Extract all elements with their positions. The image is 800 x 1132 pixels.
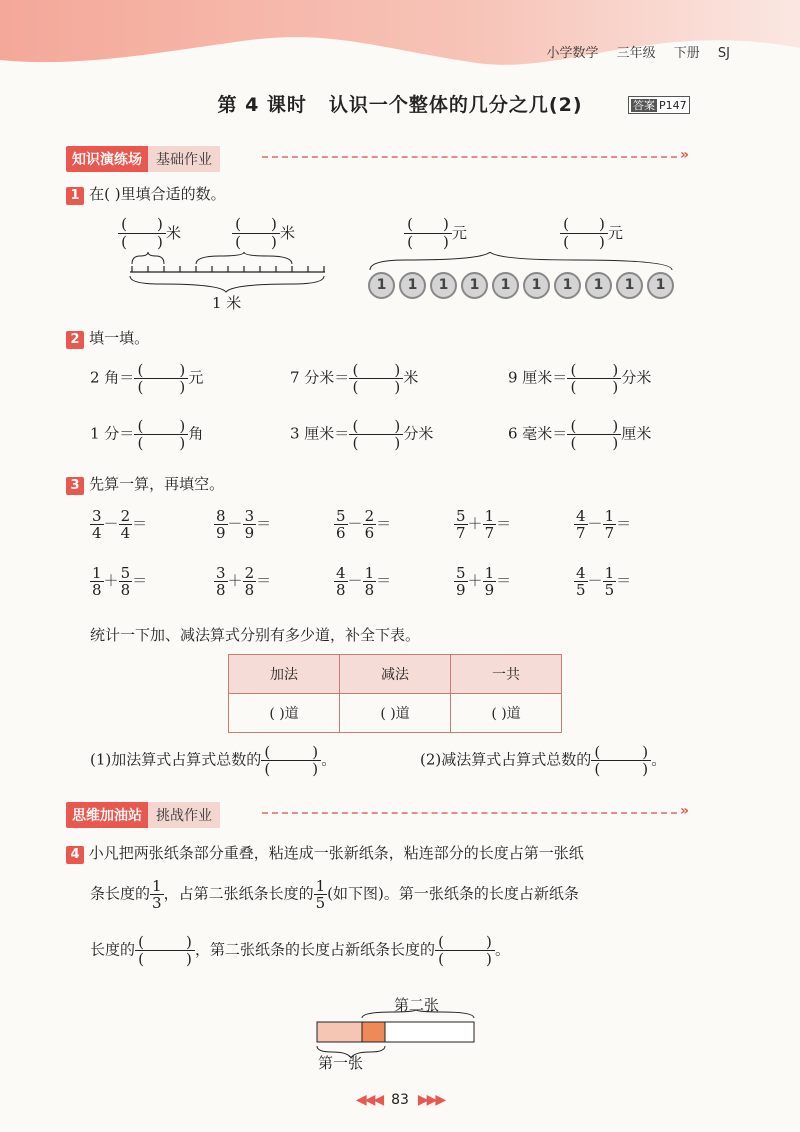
q3-equation: $\frac{4}{5}$ － $\frac{1}{5}$ ＝ xyxy=(576,564,632,599)
question-number: 4 xyxy=(66,846,84,864)
question-1 xyxy=(66,183,226,205)
table-header: 一共 xyxy=(451,655,562,694)
q3-equation: $\frac{8}{9}$ － $\frac{3}{9}$ ＝ xyxy=(216,507,272,542)
q3-equation: $\frac{1}{8}$ ＋ $\frac{5}{8}$ ＝ xyxy=(92,564,148,599)
q2-item: 7 分米＝ ( ) ( ) 米 xyxy=(290,362,418,395)
coin-icon: 1 xyxy=(368,272,395,299)
coin-icon: 1 xyxy=(461,272,488,299)
header-band xyxy=(0,0,800,78)
question-text: 在( )里填合适的数。 xyxy=(89,185,226,203)
page-number: ◀◀◀ 83 ▶▶▶ xyxy=(355,1092,445,1108)
q3-equation: $\frac{3}{8}$ ＋ $\frac{2}{8}$ ＝ xyxy=(216,564,272,599)
chevron-right-icon: » xyxy=(680,803,690,819)
chevron-right-icon: » xyxy=(680,147,690,163)
section-sub: 挑战作业 xyxy=(148,802,220,828)
coin-icon: 1 xyxy=(585,272,612,299)
table-cell: ( )道 xyxy=(229,694,340,733)
coin-row xyxy=(368,272,678,299)
question-text: 先算一算，再填空。 xyxy=(89,475,225,493)
q3-sub-question-1: (1)加法算式占算式总数的 ( ) ( ) 。 xyxy=(90,744,336,777)
section-sub: 基础作业 xyxy=(148,146,220,172)
coin-icon: 1 xyxy=(616,272,643,299)
ruler-label: 1 米 xyxy=(212,294,242,312)
section-divider xyxy=(262,812,677,814)
question-number: 3 xyxy=(66,477,84,495)
q3-equation: $\frac{5}{9}$ ＋ $\frac{1}{9}$ ＝ xyxy=(456,564,512,599)
q1-coin-frac-2: ( ) ( ) 元 xyxy=(560,216,623,251)
header-info xyxy=(532,42,730,61)
q4-line-2: 条长度的 $\frac{1}{3}$ ，占第二张纸条长度的 $\frac{1}{5}$ (如下图)。第一张纸条的长度占新纸条 xyxy=(90,877,579,912)
question-3 xyxy=(66,473,224,495)
table-cell: ( )道 xyxy=(340,694,451,733)
header-grade: 三年级 xyxy=(616,46,656,61)
coin-icon: 1 xyxy=(399,272,426,299)
table-cell: ( )道 xyxy=(451,694,562,733)
q3-equation: $\frac{5}{7}$ ＋ $\frac{1}{7}$ ＝ xyxy=(456,507,512,542)
q2-item: 1 分＝ ( ) ( ) 角 xyxy=(90,418,203,451)
coin-icon: 1 xyxy=(430,272,457,299)
header-edition: SJ xyxy=(717,46,730,61)
table-header: 加法 xyxy=(229,655,340,694)
section-challenge-header xyxy=(66,802,220,828)
label-second-strip: 第二张 xyxy=(394,996,440,1014)
question-number: 2 xyxy=(66,331,84,349)
coin-brace xyxy=(366,252,680,272)
question-4 xyxy=(66,842,584,864)
question-number: 1 xyxy=(66,187,84,205)
q1-ruler-frac-1: ( ) ( ) 米 xyxy=(118,216,181,251)
lesson-topic: 认识一个整体的几分之几(2) xyxy=(328,94,583,116)
question-text: 小凡把两张纸条部分重叠，粘连成一张新纸条，粘连部分的长度占第一张纸 xyxy=(88,844,584,862)
q3-equation: $\frac{4}{8}$ － $\frac{1}{8}$ ＝ xyxy=(336,564,392,599)
coin-icon: 1 xyxy=(523,272,550,299)
q2-item: 6 毫米＝ ( ) ( ) 厘米 xyxy=(508,418,651,451)
q2-item: 9 厘米＝ ( ) ( ) 分米 xyxy=(508,362,651,395)
section-tag: 知识演练场 xyxy=(66,146,148,172)
question-2 xyxy=(66,327,149,349)
triple-arrow-right-icon: ▶▶▶ xyxy=(417,1092,445,1108)
coin-icon: 1 xyxy=(554,272,581,299)
q4-line-3: 长度的 ( ) ( ) ，第二张纸条的长度占新纸条长度的 ( ) ( ) 。 xyxy=(90,934,510,967)
triple-arrow-left-icon: ◀◀◀ xyxy=(355,1092,383,1108)
section-divider xyxy=(262,156,677,158)
q2-item: 3 厘米＝ ( ) ( ) 分米 xyxy=(290,418,433,451)
q1-ruler-frac-2: ( ) ( ) 米 xyxy=(232,216,295,251)
q3-sub-question-2: (2)减法算式占算式总数的 ( ) ( ) 。 xyxy=(420,744,666,777)
answer-badge: 答案 P147 xyxy=(628,96,690,114)
count-table xyxy=(228,654,562,733)
lesson-number: 第 4 课时 xyxy=(217,94,307,116)
table-header: 减法 xyxy=(340,655,451,694)
coin-icon: 1 xyxy=(647,272,674,299)
coin-icon: 1 xyxy=(492,272,519,299)
q2-item: 2 角＝ ( ) ( ) 元 xyxy=(90,362,203,395)
label-first-strip: 第一张 xyxy=(318,1054,364,1072)
q1-coin-frac-1: ( ) ( ) 元 xyxy=(404,216,467,251)
q3-equation: $\frac{4}{7}$ － $\frac{1}{7}$ ＝ xyxy=(576,507,632,542)
section-tag: 思维加油站 xyxy=(66,802,148,828)
header-subject: 小学数学 xyxy=(546,46,599,61)
question-text: 填一填。 xyxy=(89,329,150,347)
q3-stat-instruction: 统计一下加、减法算式分别有多少道，补全下表。 xyxy=(90,626,421,644)
header-volume: 下册 xyxy=(673,46,700,61)
q3-equation: $\frac{5}{6}$ － $\frac{2}{6}$ ＝ xyxy=(336,507,392,542)
section-basic-header xyxy=(66,146,220,172)
q3-equation: $\frac{3}{4}$ － $\frac{2}{4}$ ＝ xyxy=(92,507,148,542)
